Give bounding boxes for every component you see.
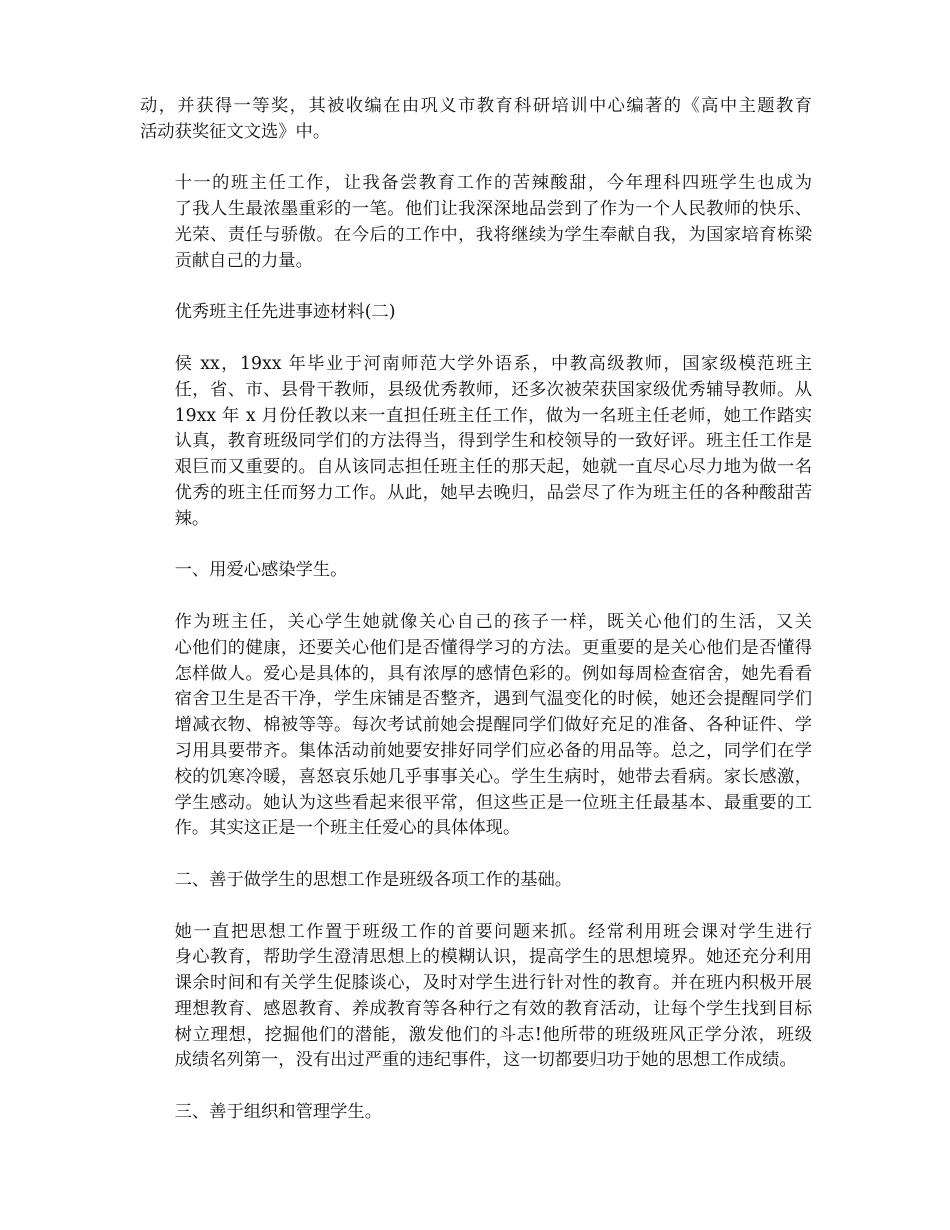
text-line: 身心教育，帮助学生澄清思想上的模糊认识，提高学生的思想境界。她还充分利用 bbox=[174, 947, 812, 968]
section-title: 优秀班主任先进事迹材料(二) bbox=[174, 302, 396, 323]
section-heading-2: 二、善于做学生的思想工作是班级各项工作的基础。 bbox=[174, 869, 573, 890]
document-page bbox=[140, 94, 812, 1152]
body-paragraph bbox=[140, 352, 812, 533]
text-line: 活动获奖征文文选》中。 bbox=[140, 121, 331, 142]
text-line: 了我人生最浓墨重彩的一笔。他们让我深深地品尝到了作为一个人民教师的快乐、 bbox=[174, 199, 812, 220]
text-line: 艰巨而又重要的。自从该同志担任班主任的那天起，她就一直尽心尽力地为做一名 bbox=[174, 457, 812, 478]
text-line: 光荣、责任与骄傲。在今后的工作中，我将继续为学生奉献自我，为国家培育栋梁 bbox=[174, 224, 812, 245]
body-paragraph bbox=[140, 171, 812, 274]
text-line: 成绩名列第一，没有出过严重的违纪事件，这一切都要归功于她的思想工作成绩。 bbox=[174, 1050, 797, 1071]
text-line: 宿舍卫生是否干净，学生床铺是否整齐，遇到气温变化的时候，她还会提醒同学们 bbox=[174, 689, 812, 710]
text-line: 贡献自己的力量。 bbox=[174, 250, 313, 271]
text-line: 课余时间和有关学生促膝谈心，及时对学生进行针对性的教育。并在班内积极开展 bbox=[174, 973, 812, 994]
text-line: 理想教育、感恩教育、养成教育等各种行之有效的教育活动，让每个学生找到目标 bbox=[174, 998, 812, 1019]
text-line: 心他们的健康，还要关心他们是否懂得学习的方法。更重要的是关心他们是否懂得 bbox=[174, 637, 812, 658]
section-heading-3: 三、善于组织和管理学生。 bbox=[174, 1102, 382, 1123]
text-line: 她一直把思想工作置于班级工作的首要问题来抓。经常利用班会课对学生进行 bbox=[174, 921, 812, 942]
text-line: 学生感动。她认为这些看起来很平常，但这些正是一位班主任最基本、最重要的工 bbox=[174, 792, 812, 813]
text-line: 作为班主任，关心学生她就像关心自己的孩子一样，既关心他们的生活，又关 bbox=[174, 611, 812, 632]
text-line: 辣。 bbox=[174, 508, 210, 529]
text-line: 增减衣物、棉被等等。每次考试前她会提醒同学们做好充足的准备、各种证件、学 bbox=[174, 715, 812, 736]
text-line: 19xx 年 x 月份任教以来一直担任班主任工作，做为一名班主任老师，她工作踏实 bbox=[174, 405, 812, 426]
text-line: 校的饥寒冷暖，喜怒哀乐她几乎事事关心。学生生病时，她带去看病。家长感激， bbox=[174, 766, 812, 787]
text-line: 十一的班主任工作，让我备尝教育工作的苦辣酸甜，今年理科四班学生也成为 bbox=[174, 173, 812, 194]
section-heading-1: 一、用爱心感染学生。 bbox=[174, 560, 348, 581]
text-line: 树立理想，挖掘他们的潜能，激发他们的斗志!他所带的班级班风正学分浓，班级 bbox=[174, 1024, 812, 1045]
continuation-paragraph bbox=[140, 94, 812, 146]
text-line: 侯 xx，19xx 年毕业于河南师范大学外语系，中教高级教师，国家级模范班主 bbox=[174, 353, 812, 374]
text-line: 怎样做人。爱心是具体的，具有浓厚的感情色彩的。例如每周检查宿舍，她先看看 bbox=[174, 663, 812, 684]
text-line: 作。其实这正是一个班主任爱心的具体体现。 bbox=[174, 818, 521, 839]
text-line: 任，省、市、县骨干教师，县级优秀教师，还多次被荣获国家级优秀辅导教师。从 bbox=[174, 379, 812, 400]
body-paragraph bbox=[140, 920, 812, 1075]
text-line: 优秀的班主任而努力工作。从此，她早去晚归，品尝尽了作为班主任的各种酸甜苦 bbox=[174, 482, 812, 503]
text-line: 习用具要带齐。集体活动前她要安排好同学们应必备的用品等。总之，同学们在学 bbox=[174, 740, 812, 761]
text-line: 动，并获得一等奖，其被收编在由巩义市教育科研培训中心编著的《高中主题教育 bbox=[140, 96, 812, 116]
body-paragraph bbox=[140, 610, 812, 842]
text-line: 认真，教育班级同学们的方法得当，得到学生和校领导的一致好评。班主任工作是 bbox=[174, 431, 812, 452]
